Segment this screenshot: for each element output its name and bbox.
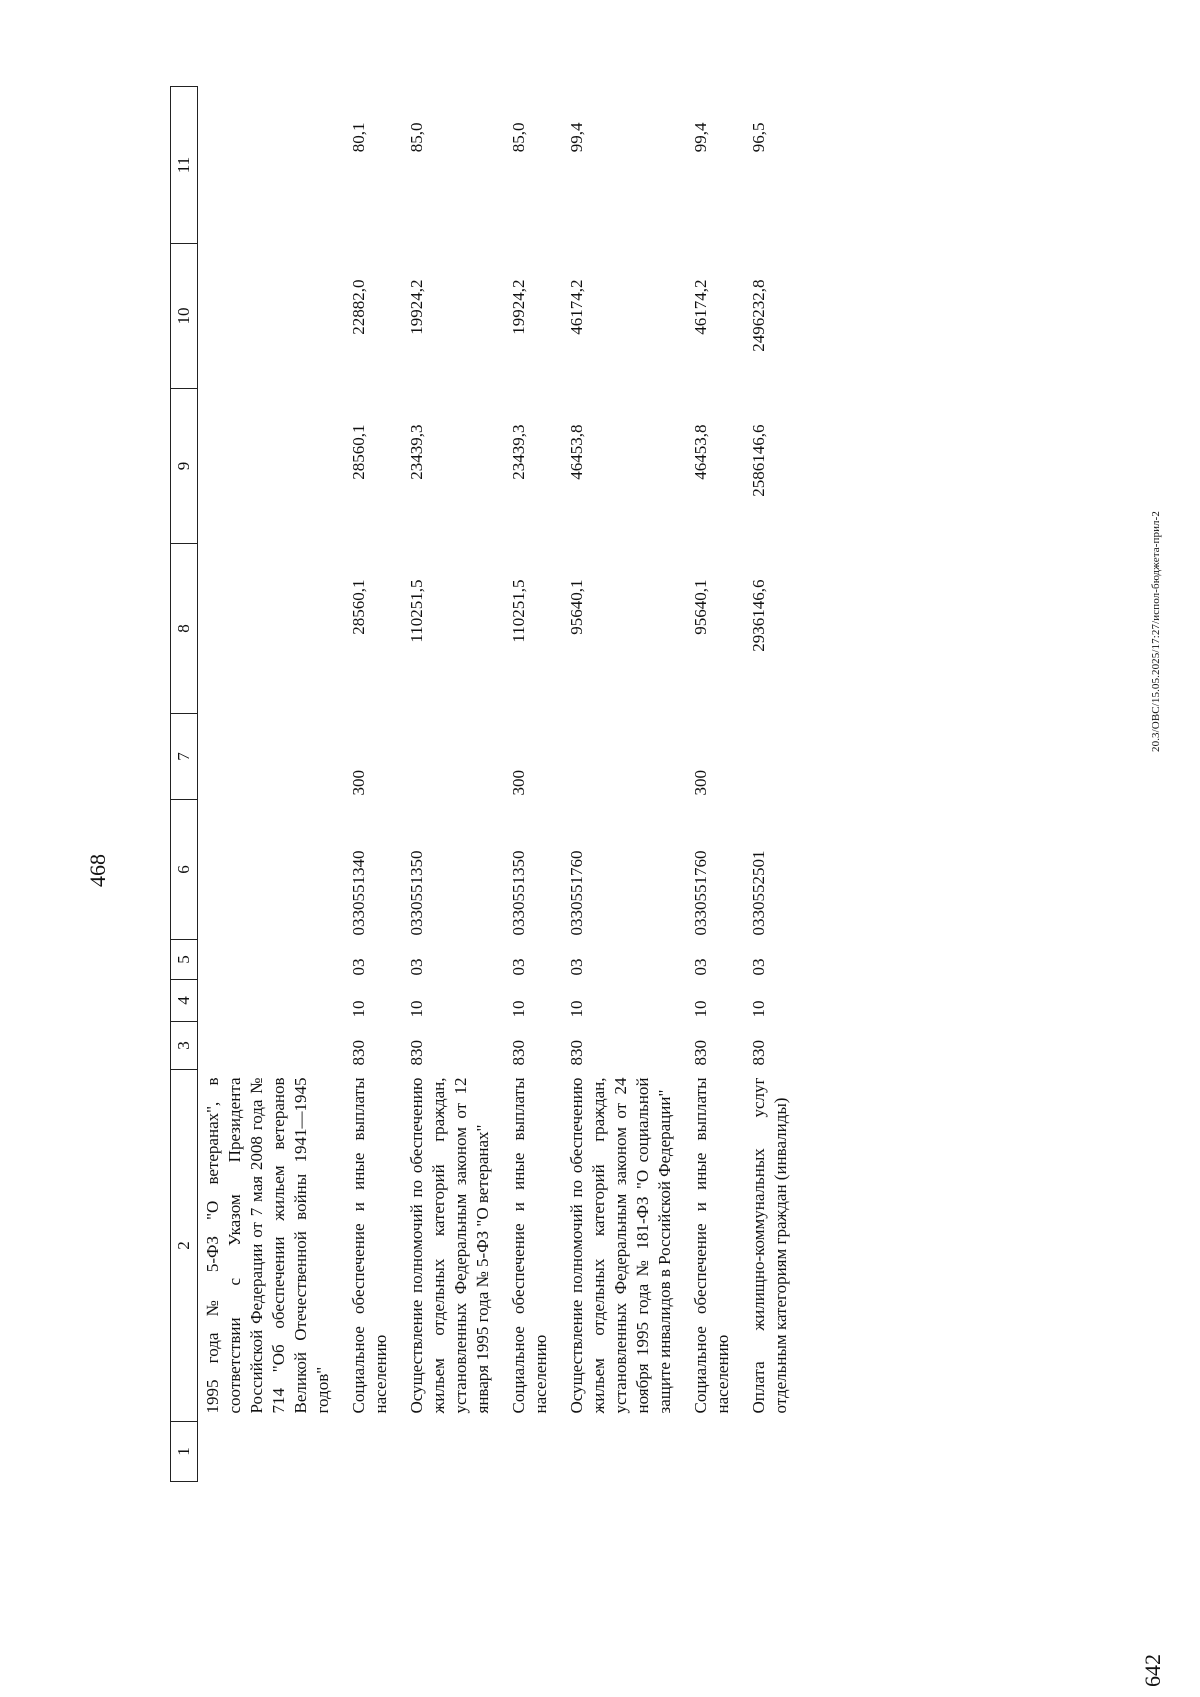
column-header: 1	[171, 1422, 198, 1482]
budget-table	[170, 86, 806, 1482]
column-header: 6	[171, 800, 198, 940]
cell-col8: 110251,5	[407, 579, 426, 643]
cell-col1	[748, 1422, 806, 1482]
cell-col7	[198, 714, 349, 800]
cell-col9: 46453,8	[567, 424, 586, 480]
cell-col11: 99,4	[567, 122, 586, 153]
cell-col11	[198, 87, 349, 244]
cell-col3: 830	[749, 1040, 768, 1066]
cell-col6: 0330551760	[567, 850, 586, 936]
cell-col8: 28560,1	[349, 579, 368, 635]
cell-col9	[198, 389, 349, 544]
table-row	[508, 87, 566, 1482]
cell-col3: 830	[349, 1040, 368, 1066]
cell-col4: 10	[407, 1000, 426, 1018]
column-header: 11	[171, 87, 198, 244]
column-header: 8	[171, 544, 198, 714]
sheet-number: 642	[1140, 1654, 1165, 1687]
cell-description: 1995 года № 5-ФЗ "О ветеранах", в соответствии с Указом Президента Российской Федерации от 7 мая 2008 года № 714 "Об обеспечении жильем ветеранов Великой Отечественной войны 1941—1945 годов"	[203, 1077, 332, 1414]
cell-col8: 95640,1	[567, 579, 586, 635]
cell-col7: 300	[349, 770, 368, 796]
cell-description: Социальное обеспечение и иные выплаты населению	[349, 1077, 390, 1414]
cell-col4	[198, 980, 349, 1022]
cell-col4: 10	[749, 1000, 768, 1018]
cell-col3: 830	[407, 1040, 426, 1066]
column-header: 2	[171, 1070, 198, 1422]
cell-col3	[198, 1022, 349, 1070]
cell-col10	[198, 244, 349, 389]
cell-col10: 22882,0	[349, 279, 368, 335]
cell-col1	[198, 1422, 349, 1482]
cell-col5: 03	[567, 958, 586, 976]
cell-col8: 2936146,6	[749, 579, 768, 652]
column-header: 9	[171, 389, 198, 544]
cell-col4: 10	[691, 1000, 710, 1018]
cell-description: Осуществление полномочий по обеспечению жильем отдельных категорий граждан, установленных Федеральным законом от 24 ноября 1995 года № 181-ФЗ "О социальной защите инвалидов в Российской Федерации"	[567, 1077, 674, 1414]
cell-col6: 0330552501	[749, 850, 768, 936]
cell-col7	[406, 714, 508, 800]
cell-col10: 46174,2	[691, 279, 710, 335]
cell-col5: 03	[691, 958, 710, 976]
column-header: 7	[171, 714, 198, 800]
cell-col6: 0330551350	[509, 850, 528, 936]
cell-description: Оплата жилищно-коммунальных услуг отдельным категориям граждан (инвалиды)	[749, 1077, 790, 1414]
cell-col5	[198, 940, 349, 980]
cell-col11: 85,0	[407, 122, 426, 153]
table-row	[348, 87, 406, 1482]
table-row	[198, 87, 349, 1482]
cell-col4: 10	[349, 1000, 368, 1018]
table-row	[690, 87, 748, 1482]
cell-col6: 0330551760	[691, 850, 710, 936]
document-code: 20.3/ОВС/15.05.2025/17:27/испол-бюджета-прил-2	[1150, 510, 1162, 752]
cell-col8: 95640,1	[691, 579, 710, 635]
cell-col7: 300	[691, 770, 710, 796]
cell-col9: 23439,3	[509, 424, 528, 480]
cell-col3: 830	[567, 1040, 586, 1066]
cell-col7	[748, 714, 806, 800]
cell-col1	[508, 1422, 566, 1482]
cell-col9: 23439,3	[407, 424, 426, 480]
cell-description: Осуществление полномочий по обеспечению жильем отдельных категорий граждан, установленных Федеральным законом от 12 января 1995 года № 5-ФЗ "О ветеранах"	[407, 1077, 492, 1414]
page-number: 468	[85, 854, 110, 887]
column-header: 3	[171, 1022, 198, 1070]
cell-col11: 85,0	[509, 122, 528, 153]
cell-col4: 10	[567, 1000, 586, 1018]
cell-col11: 80,1	[349, 122, 368, 153]
cell-col11: 96,5	[749, 122, 768, 153]
cell-col8	[198, 544, 349, 714]
table-row	[748, 87, 806, 1482]
cell-col1	[406, 1422, 508, 1482]
cell-col3: 830	[691, 1040, 710, 1066]
cell-description: Социальное обеспечение и иные выплаты населению	[509, 1077, 550, 1414]
table-row	[406, 87, 508, 1482]
cell-col5: 03	[407, 958, 426, 976]
cell-col9: 2586146,6	[749, 424, 768, 497]
cell-col7: 300	[509, 770, 528, 796]
cell-col7	[566, 714, 690, 800]
cell-col10: 46174,2	[567, 279, 586, 335]
cell-col1	[348, 1422, 406, 1482]
cell-col1	[566, 1422, 690, 1482]
cell-col5: 03	[349, 958, 368, 976]
cell-col5: 03	[749, 958, 768, 976]
column-header: 10	[171, 244, 198, 389]
cell-col8: 110251,5	[509, 579, 528, 643]
cell-col10: 2496232,8	[749, 279, 768, 352]
cell-col4: 10	[509, 1000, 528, 1018]
cell-description: Социальное обеспечение и иные выплаты населению	[691, 1077, 732, 1414]
table-row	[566, 87, 690, 1482]
cell-col9: 46453,8	[691, 424, 710, 480]
cell-col3: 830	[509, 1040, 528, 1066]
cell-col9: 28560,1	[349, 424, 368, 480]
column-header: 4	[171, 980, 198, 1022]
cell-col6: 0330551340	[349, 850, 368, 936]
cell-col10: 19924,2	[509, 279, 528, 335]
cell-col11: 99,4	[691, 122, 710, 153]
cell-col10: 19924,2	[407, 279, 426, 335]
table-header-row	[171, 87, 198, 1482]
cell-col6	[198, 800, 349, 940]
cell-col6: 0330551350	[407, 850, 426, 936]
column-header: 5	[171, 940, 198, 980]
cell-col5: 03	[509, 958, 528, 976]
cell-col1	[690, 1422, 748, 1482]
